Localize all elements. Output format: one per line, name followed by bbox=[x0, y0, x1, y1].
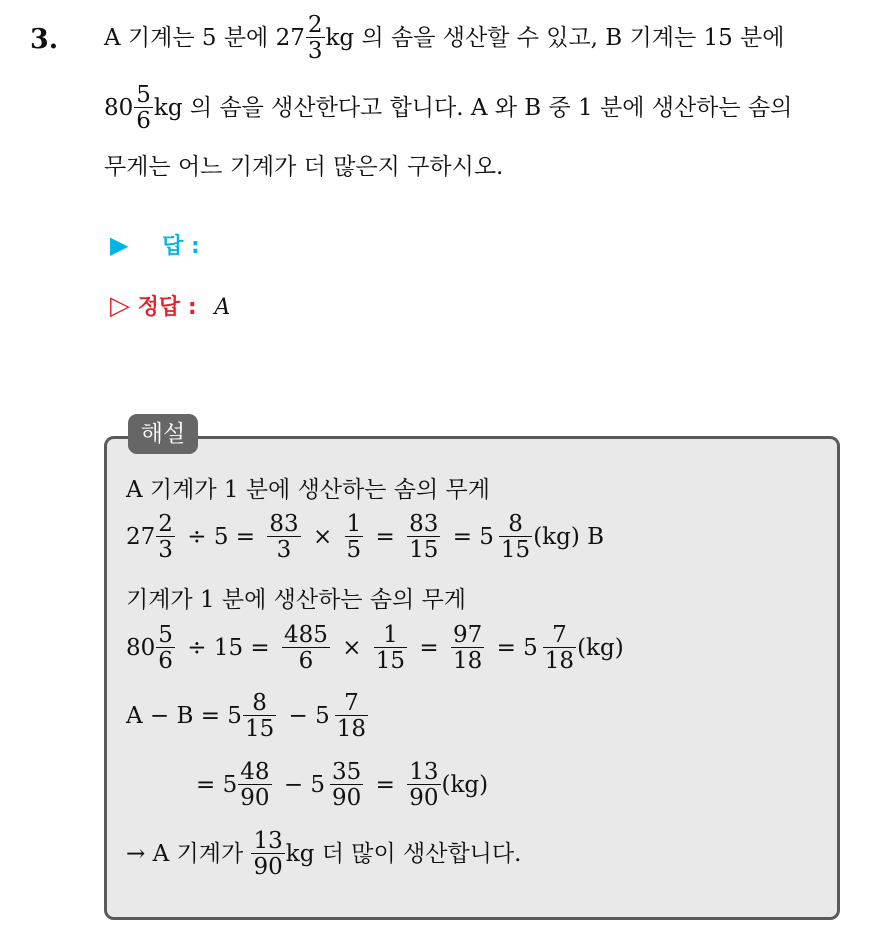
play-outline-icon: ▷ bbox=[110, 291, 130, 321]
play-icon: ▶ bbox=[110, 231, 129, 259]
denominator: 15 bbox=[375, 648, 406, 674]
solution-line-1: A 기계가 1 분에 생산하는 솜의 무게 bbox=[126, 477, 490, 503]
fraction bbox=[238, 761, 271, 810]
numerator: 13 bbox=[409, 759, 439, 785]
denominator: 3 bbox=[307, 38, 323, 64]
text: kg 더 많이 생산합니다. bbox=[285, 841, 522, 867]
answer-label: 답 : bbox=[162, 234, 200, 259]
numerator: 83 bbox=[409, 511, 439, 537]
operator: × bbox=[342, 635, 362, 661]
whole: 27 bbox=[126, 524, 156, 550]
solution-tag: 해설 bbox=[128, 414, 198, 454]
operator: − 5 bbox=[283, 772, 326, 798]
numerator: 7 bbox=[543, 624, 576, 648]
text: A − B = 5 bbox=[126, 703, 242, 729]
fraction bbox=[156, 624, 175, 673]
fraction bbox=[243, 692, 276, 741]
operator: = bbox=[375, 772, 395, 798]
question-line-1 bbox=[104, 14, 785, 63]
numerator: 5 bbox=[136, 82, 151, 108]
unit-text: (kg) bbox=[441, 772, 489, 798]
fraction bbox=[330, 761, 363, 810]
numerator: 485 bbox=[283, 622, 328, 648]
correct-answer-label: 정답 : bbox=[137, 295, 197, 320]
numerator: 97 bbox=[452, 622, 483, 648]
denominator: 6 bbox=[136, 108, 151, 134]
numerator: 5 bbox=[158, 622, 173, 648]
solution-conclusion bbox=[126, 830, 521, 879]
operator: × bbox=[312, 524, 333, 550]
answer-row bbox=[110, 229, 200, 260]
fraction bbox=[407, 761, 440, 810]
numerator: 2 bbox=[158, 511, 173, 537]
operator: − 5 bbox=[288, 703, 330, 729]
denominator: 18 bbox=[544, 648, 575, 674]
denominator: 3 bbox=[158, 537, 173, 563]
fraction bbox=[499, 513, 532, 562]
fraction bbox=[407, 513, 440, 562]
fraction bbox=[306, 14, 325, 63]
denominator: 18 bbox=[336, 716, 367, 742]
numerator: 13 bbox=[253, 828, 283, 854]
denominator: 15 bbox=[244, 716, 275, 742]
question-line-2 bbox=[104, 84, 792, 133]
text: → A 기계가 bbox=[126, 841, 244, 867]
text: 80 bbox=[104, 95, 134, 121]
numerator: 7 bbox=[335, 692, 368, 716]
denominator: 3 bbox=[276, 537, 292, 563]
denominator: 18 bbox=[452, 648, 483, 674]
text: = 5 bbox=[196, 772, 238, 798]
operator: = 5 bbox=[452, 524, 494, 550]
text: A 기계는 5 분에 27 bbox=[104, 25, 305, 51]
solution-line-3: 기계가 1 분에 생산하는 솜의 무게 bbox=[126, 587, 467, 613]
numerator: 8 bbox=[243, 692, 276, 716]
denominator: 90 bbox=[240, 785, 270, 811]
numerator: 35 bbox=[332, 759, 362, 785]
text: kg 의 솜을 생산한다고 합니다. A 와 B 중 1 분에 생산하는 솜의 bbox=[153, 95, 793, 121]
denominator: 15 bbox=[500, 537, 531, 563]
denominator: 6 bbox=[298, 648, 314, 674]
denominator: 5 bbox=[346, 537, 362, 563]
denominator: 6 bbox=[158, 648, 173, 674]
fraction bbox=[156, 513, 175, 562]
text: kg 의 솜을 생산할 수 있고, B 기계는 15 분에 bbox=[325, 25, 785, 51]
denominator: 15 bbox=[409, 537, 439, 563]
correct-answer-value: A bbox=[214, 295, 231, 320]
fraction bbox=[282, 624, 330, 673]
fraction bbox=[543, 624, 576, 673]
numerator: 1 bbox=[346, 511, 362, 537]
operator: = bbox=[419, 635, 439, 661]
question-number: 3. bbox=[30, 24, 59, 55]
solution-eq-1 bbox=[126, 513, 604, 562]
fraction bbox=[451, 624, 484, 673]
denominator: 90 bbox=[253, 854, 283, 880]
fraction bbox=[251, 830, 284, 879]
fraction bbox=[345, 513, 364, 562]
numerator: 48 bbox=[240, 759, 270, 785]
operator: = 5 bbox=[496, 635, 538, 661]
numerator: 8 bbox=[499, 513, 532, 537]
question-line-3: 무게는 어느 기계가 더 많은지 구하시오. bbox=[104, 154, 504, 180]
solution-eq-3 bbox=[126, 692, 369, 741]
correct-answer-row bbox=[110, 290, 230, 321]
fraction bbox=[134, 84, 153, 133]
numerator: 1 bbox=[374, 624, 407, 648]
unit-text: (kg) bbox=[577, 635, 624, 661]
operator: = bbox=[375, 524, 395, 550]
operator: ÷ 15 = bbox=[187, 635, 270, 661]
fraction bbox=[374, 624, 407, 673]
numerator: 2 bbox=[307, 12, 323, 38]
denominator: 90 bbox=[332, 785, 362, 811]
unit-text: (kg) B bbox=[533, 524, 605, 550]
operator: ÷ 5 = bbox=[187, 524, 256, 550]
fraction bbox=[267, 513, 300, 562]
fraction bbox=[335, 692, 368, 741]
whole: 80 bbox=[126, 635, 156, 661]
solution-eq-2 bbox=[126, 624, 624, 673]
numerator: 83 bbox=[269, 511, 299, 537]
denominator: 90 bbox=[409, 785, 439, 811]
solution-eq-4 bbox=[196, 761, 488, 810]
